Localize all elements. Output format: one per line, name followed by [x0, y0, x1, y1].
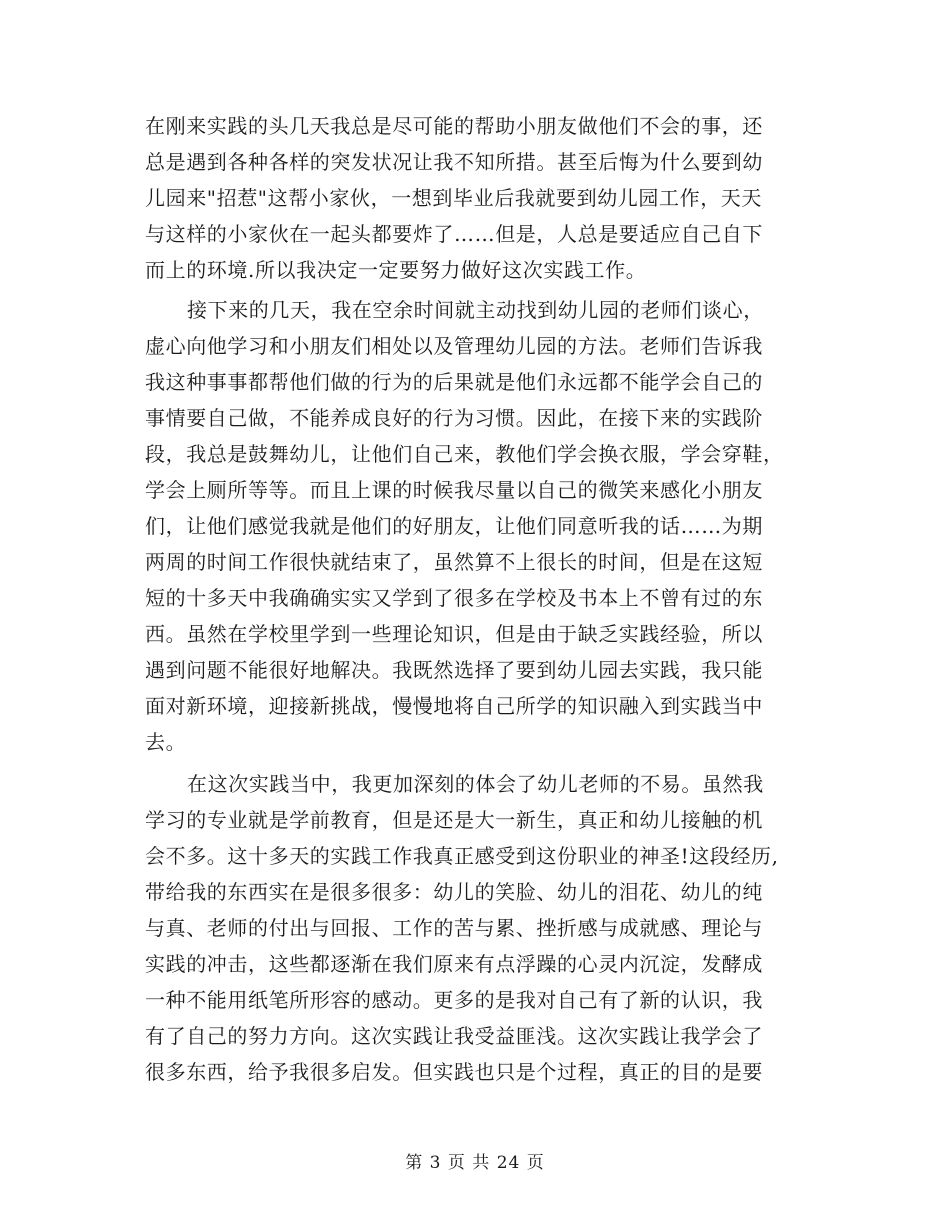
text-line: 总是遇到各种各样的突发状况让我不知所措。甚至后悔为什么要到幼: [145, 150, 763, 174]
paragraph-first-line: 接下来的几天，我在空余时间就主动找到幼儿园的老师们谈心，: [187, 298, 764, 322]
text-line: 们，让他们感觉我就是他们的好朋友，让他们同意听我的话……为期: [145, 514, 763, 538]
text-line: 遇到问题不能很好地解决。我既然选择了要到幼儿园去实践，我只能: [145, 658, 763, 682]
text-line: 短的十多天中我确确实实又学到了很多在学校及书本上不曾有过的东: [145, 586, 763, 610]
text-line: 有了自己的努力方向。这次实践让我受益匪浅。这次实践让我学会了: [145, 1024, 763, 1048]
text-line: 虚心向他学习和小朋友们相处以及管理幼儿园的方法。老师们告诉我: [145, 334, 763, 358]
text-line: 实践的冲击，这些都逐渐在我们原来有点浮躁的心灵内沉淀，发酵成: [145, 952, 763, 976]
text-line: 很多东西，给予我很多启发。但实践也只是个过程，真正的目的是要: [145, 1060, 763, 1084]
text-line: 事情要自己做，不能养成良好的行为习惯。因此，在接下来的实践阶: [145, 406, 763, 430]
text-line: 去。: [145, 730, 187, 754]
page-number-footer: 第 3 页 共 24 页: [405, 1153, 545, 1173]
text-line: 而上的环境.所以我决定一定要努力做好这次实践工作。: [145, 258, 647, 282]
text-line: 与真、老师的付出与回报、工作的苦与累、挫折感与成就感、理论与: [145, 916, 763, 940]
text-line: 带给我的东西实在是很多很多：幼儿的笑脸、幼儿的泪花、幼儿的纯: [145, 880, 763, 904]
text-line: 与这样的小家伙在一起头都要炸了……但是，人总是要适应自己自下: [145, 222, 763, 246]
text-line: 会不多。这十多天的实践工作我真正感受到这份职业的神圣!这段经历,: [145, 844, 779, 868]
paragraph-first-line: 在这次实践当中，我更加深刻的体会了幼儿老师的不易。虽然我: [187, 772, 764, 796]
text-line: 学会上厕所等等。而且上课的时候我尽量以自己的微笑来感化小朋友: [145, 478, 763, 502]
text-line: 段，我总是鼓舞幼儿，让他们自己来，教他们学会换衣服，学会穿鞋，: [145, 442, 784, 466]
text-line: 儿园来"招惹"这帮小家伙，一想到毕业后我就要到幼儿园工作，天天: [145, 186, 762, 210]
text-line: 我这种事事都帮他们做的行为的后果就是他们永远都不能学会自己的: [145, 370, 763, 394]
text-line: 一种不能用纸笔所形容的感动。更多的是我对自己有了新的认识，我: [145, 988, 763, 1012]
text-line: 学习的专业就是学前教育，但是还是大一新生，真正和幼儿接触的机: [145, 808, 763, 832]
text-line: 在刚来实践的头几天我总是尽可能的帮助小朋友做他们不会的事，还: [145, 114, 763, 138]
text-line: 西。虽然在学校里学到一些理论知识，但是由于缺乏实践经验，所以: [145, 622, 763, 646]
text-line: 两周的时间工作很快就结束了，虽然算不上很长的时间，但是在这短: [145, 550, 763, 574]
text-line: 面对新环境，迎接新挑战，慢慢地将自己所学的知识融入到实践当中: [145, 694, 763, 718]
